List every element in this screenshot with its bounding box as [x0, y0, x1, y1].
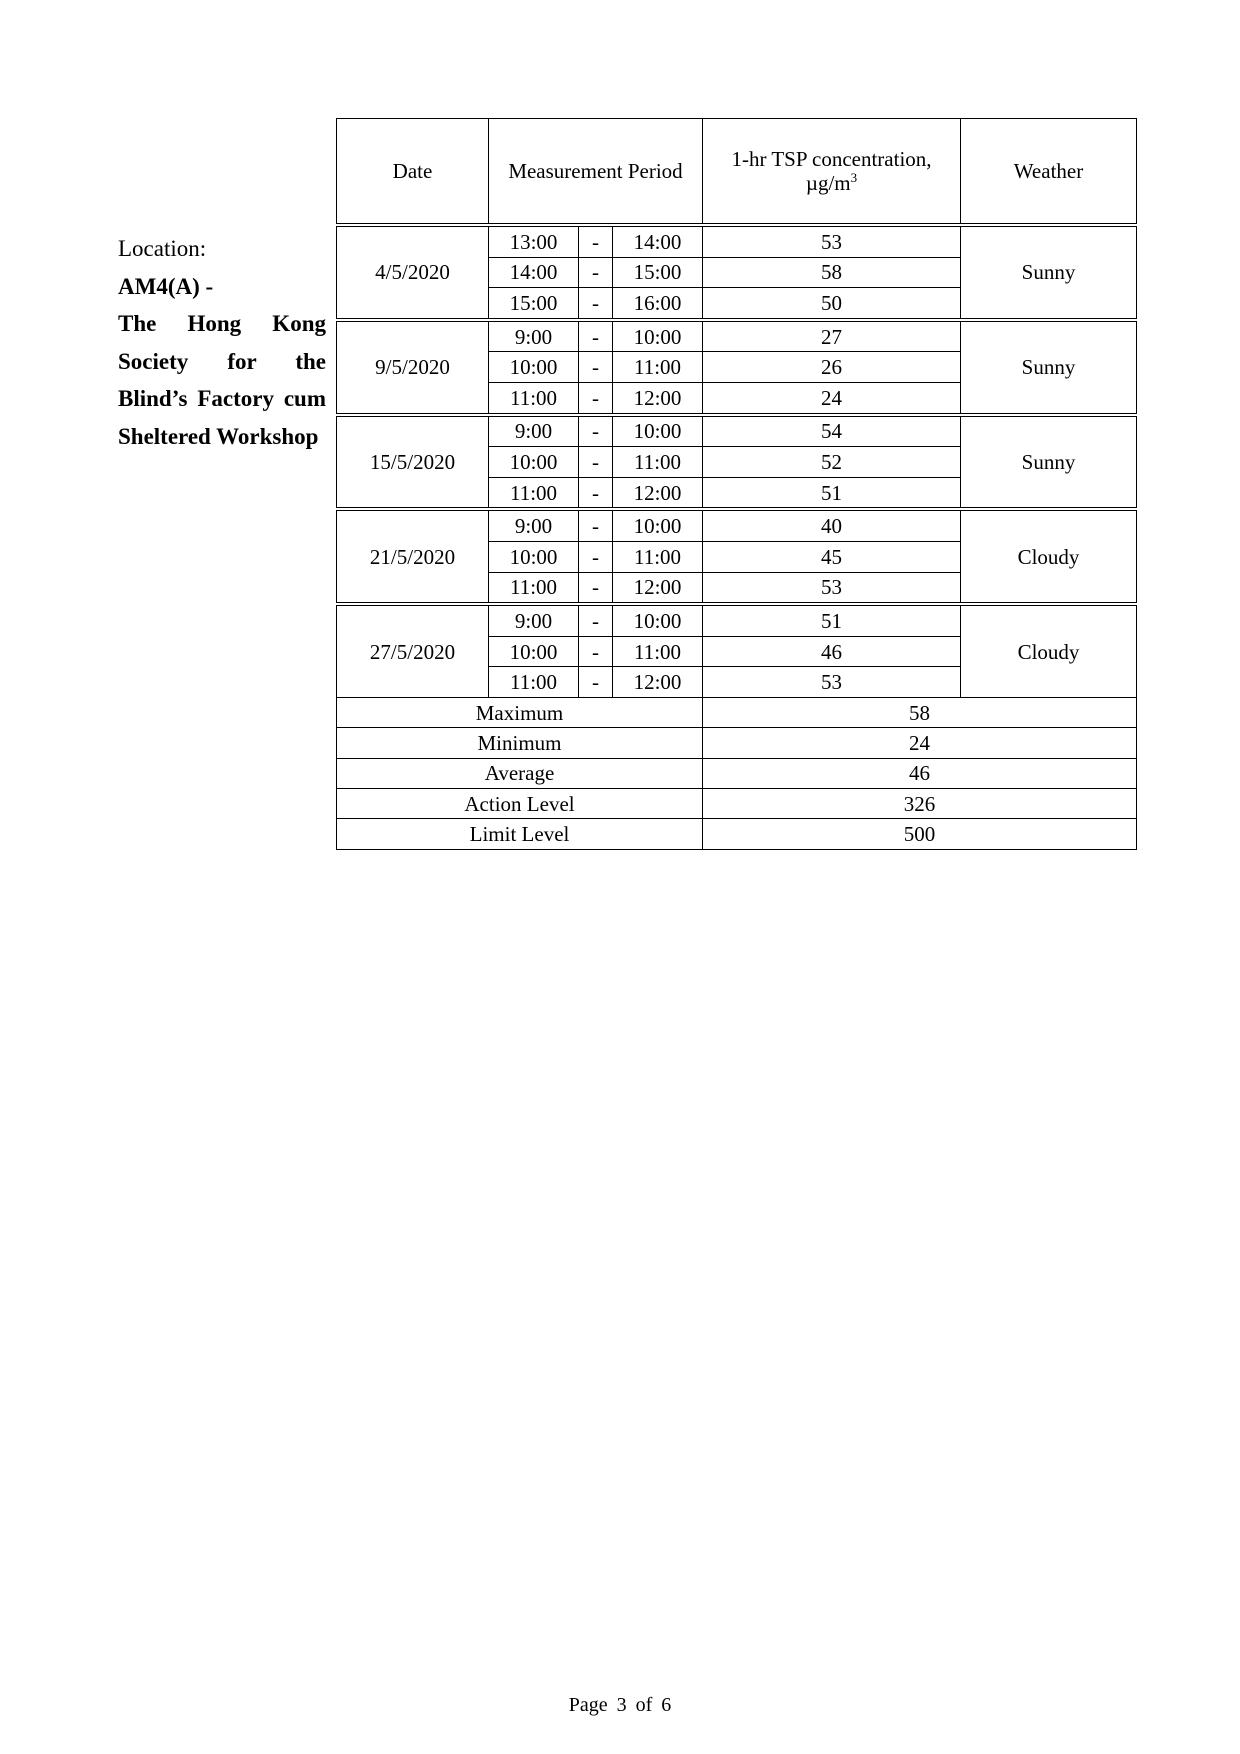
period-start-cell: 9:00: [489, 604, 579, 636]
summary-row: [337, 697, 1137, 727]
concentration-unit: [806, 171, 857, 195]
period-separator: -: [579, 225, 613, 257]
weather-cell: Cloudy: [961, 604, 1137, 697]
station-name: The Hong Kong Society for the Blind’s Factory cum Sheltered Workshop: [118, 311, 326, 449]
period-separator: -: [579, 509, 613, 541]
period-start-cell: 10:00: [489, 541, 579, 572]
period-start-cell: 10:00: [489, 447, 579, 478]
concentration-header-label: 1-hr TSP concentration,: [731, 147, 932, 171]
period-separator: -: [579, 572, 613, 604]
concentration-cell: 45: [703, 541, 961, 572]
concentration-cell: 53: [703, 572, 961, 604]
period-end-cell: 14:00: [613, 225, 703, 257]
period-end-cell: 10:00: [613, 320, 703, 352]
period-end-cell: 11:00: [613, 447, 703, 478]
period-end-cell: 11:00: [613, 541, 703, 572]
period-separator: -: [579, 636, 613, 667]
location-block: [118, 230, 326, 455]
concentration-cell: 27: [703, 320, 961, 352]
period-separator: -: [579, 320, 613, 352]
weather-cell: Cloudy: [961, 509, 1137, 604]
period-start-cell: 10:00: [489, 352, 579, 383]
date-header: Date: [337, 119, 489, 226]
station-id: AM4(A) -: [118, 273, 214, 299]
period-end-cell: 12:00: [613, 477, 703, 509]
table-row: [337, 320, 1137, 352]
summary-value: 326: [703, 789, 1137, 819]
period-end-cell: 15:00: [613, 257, 703, 288]
location-label: Location:: [118, 236, 207, 261]
table-row: [337, 415, 1137, 447]
period-start-cell: 11:00: [489, 382, 579, 414]
period-start-cell: 14:00: [489, 257, 579, 288]
concentration-cell: 26: [703, 352, 961, 383]
concentration-cell: 58: [703, 257, 961, 288]
concentration-header: [703, 119, 961, 226]
weather-cell: Sunny: [961, 225, 1137, 320]
period-separator: -: [579, 447, 613, 478]
period-separator: -: [579, 604, 613, 636]
period-end-cell: 12:00: [613, 667, 703, 698]
summary-row: [337, 819, 1137, 849]
period-separator: -: [579, 667, 613, 698]
period-separator: -: [579, 415, 613, 447]
period-start-cell: 9:00: [489, 415, 579, 447]
concentration-cell: 53: [703, 667, 961, 698]
period-start-cell: 13:00: [489, 225, 579, 257]
concentration-cell: 53: [703, 225, 961, 257]
period-separator: -: [579, 352, 613, 383]
period-start-cell: 9:00: [489, 320, 579, 352]
period-header: Measurement Period: [489, 119, 703, 226]
table-header-row: [337, 119, 1137, 226]
summary-label: Average: [337, 758, 703, 788]
weather-cell: Sunny: [961, 415, 1137, 510]
period-separator: -: [579, 477, 613, 509]
concentration-cell: 51: [703, 477, 961, 509]
date-cell: 9/5/2020: [337, 320, 489, 415]
date-cell: 4/5/2020: [337, 225, 489, 320]
date-cell: 15/5/2020: [337, 415, 489, 510]
summary-value: 58: [703, 697, 1137, 727]
concentration-cell: 52: [703, 447, 961, 478]
summary-label: Maximum: [337, 697, 703, 727]
date-cell: 27/5/2020: [337, 604, 489, 697]
tsp-monitoring-table: [336, 118, 1137, 850]
concentration-cell: 54: [703, 415, 961, 447]
summary-label: Minimum: [337, 728, 703, 758]
period-separator: -: [579, 288, 613, 320]
summary-value: 24: [703, 728, 1137, 758]
period-separator: -: [579, 382, 613, 414]
unit-exponent: 3: [850, 170, 858, 185]
page-number: Page 3 of 6: [568, 1694, 672, 1716]
summary-label: Limit Level: [337, 819, 703, 849]
concentration-cell: 46: [703, 636, 961, 667]
weather-cell: Sunny: [961, 320, 1137, 415]
period-separator: -: [579, 257, 613, 288]
period-end-cell: 11:00: [613, 636, 703, 667]
weather-header: Weather: [961, 119, 1137, 226]
unit-base: µg/m: [805, 171, 851, 195]
summary-value: 500: [703, 819, 1137, 849]
summary-label: Action Level: [337, 789, 703, 819]
summary-value: 46: [703, 758, 1137, 788]
table-row: [337, 509, 1137, 541]
period-separator: -: [579, 541, 613, 572]
period-end-cell: 16:00: [613, 288, 703, 320]
period-start-cell: 9:00: [489, 509, 579, 541]
period-end-cell: 12:00: [613, 572, 703, 604]
period-end-cell: 11:00: [613, 352, 703, 383]
concentration-cell: 40: [703, 509, 961, 541]
period-start-cell: 11:00: [489, 477, 579, 509]
period-start-cell: 15:00: [489, 288, 579, 320]
period-end-cell: 10:00: [613, 415, 703, 447]
period-end-cell: 10:00: [613, 509, 703, 541]
period-end-cell: 10:00: [613, 604, 703, 636]
period-end-cell: 12:00: [613, 382, 703, 414]
summary-row: [337, 758, 1137, 788]
date-cell: 21/5/2020: [337, 509, 489, 604]
concentration-cell: 51: [703, 604, 961, 636]
summary-row: [337, 728, 1137, 758]
period-start-cell: 11:00: [489, 572, 579, 604]
concentration-cell: 24: [703, 382, 961, 414]
table-row: [337, 604, 1137, 636]
summary-row: [337, 789, 1137, 819]
period-start-cell: 10:00: [489, 636, 579, 667]
table-body: [337, 225, 1137, 849]
period-start-cell: 11:00: [489, 667, 579, 698]
concentration-cell: 50: [703, 288, 961, 320]
table-row: [337, 225, 1137, 257]
